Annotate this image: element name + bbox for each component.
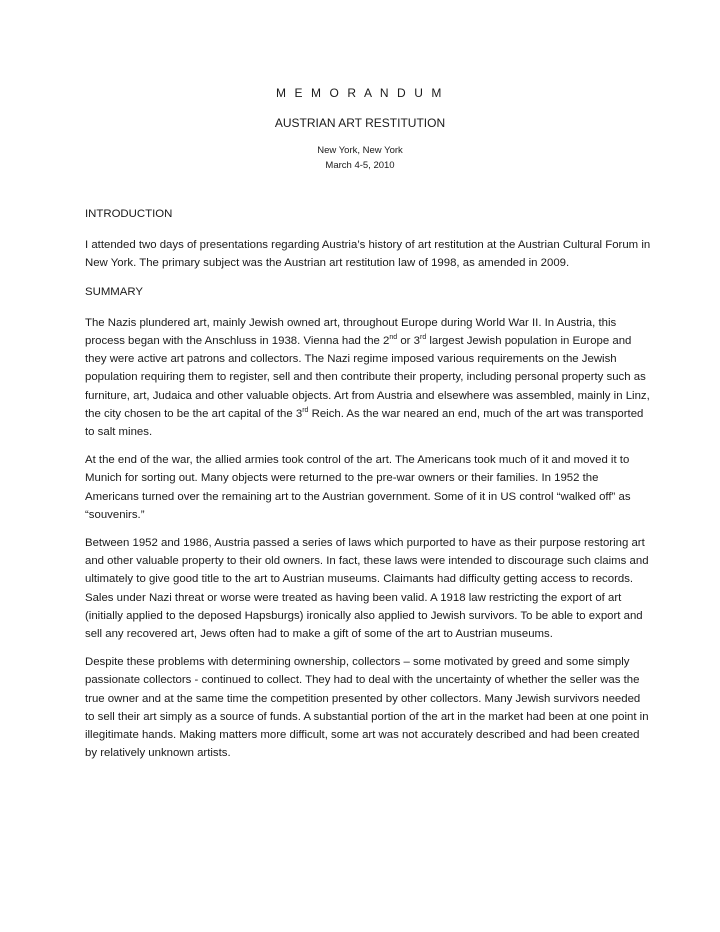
memo-date: March 4-5, 2010: [325, 160, 395, 171]
summary-paragraph-3: Between 1952 and 1986, Austria passed a series of laws which purported to have as their purpose restoring art and other valuable property to their old owners. In fact, these laws were intended to discourage such claims and ultimately to give good title to the art to Austrian museums. Claimants had difficulty getting access to records. Sales under Nazi threat or worse were treated as having been valid. A 1918 law restricting the export of art (initially applied to the deposed Hapsburgs) ironically also applied to Jewish survivors. To be able to export and sell any recovered art, Jews often had to make a gift of some of the art to Austrian museums.: [85, 537, 649, 641]
memo-subtitle: AUSTRIAN ART RESTITUTION: [274, 116, 446, 130]
summary-paragraph-1: [85, 314, 651, 441]
summary-p1-text-d: Reich. As the war neared an end, much of the art was transported to salt mines.: [85, 407, 644, 439]
introduction-paragraph: I attended two days of presentations regarding Austria’s history of art restitution at the Austrian Cultural Forum in New York. The primary subject was the Austrian art restitution law of 1998, as amended in 2009.: [85, 239, 651, 270]
memo-title: M E M O R A N D U M: [275, 86, 445, 100]
memo-place: New York, New York: [317, 145, 403, 156]
summary-p1-sup-rd-2: rd: [302, 407, 309, 415]
summary-paragraph-4: Despite these problems with determining ownership, collectors – some motivated by greed and some simply passionate collectors - continued to collect. They had to deal with the uncertainty of whether the seller was the true owner and at the same time the competition presented by other collectors. Many Jewish survivors needed to sell their art simply as a source of funds. A substantial portion of the art in the market had been at one point in illegitimate hands. Making matters more difficult, some art was not accurately described and had been created by relatively unknown artists.: [85, 656, 649, 760]
summary-p1-sup-nd: nd: [389, 334, 398, 342]
summary-p1-text-c: largest Jewish population in Europe and they were active art patrons and collectors. The Nazi regime imposed various requirements on the Jewish population requiring them to register, sell and then contribute their property, including personal property such as furniture, art, Judaica and other valuable objects. Art from Austria and elsewhere was assembled, mainly in Linz, the city chosen to be the art capital of the 3: [85, 335, 650, 420]
summary-p1-text-b: or 3: [397, 335, 420, 348]
introduction-heading: INTRODUCTION: [85, 208, 173, 220]
summary-p1-sup-rd: rd: [419, 334, 427, 342]
memo-body: [85, 205, 651, 772]
summary-p1-text-a: The Nazis plundered art, mainly Jewish owned art, throughout Europe during World War II. In Austria, this process began with the Anschluss in 1938. Vienna had the 2: [85, 316, 617, 348]
summary-heading: SUMMARY: [85, 285, 144, 298]
summary-paragraph-2: At the end of the war, the allied armies took control of the art. The Americans took much of it and moved it to Munich for sorting out. Many objects were returned to the pre-war owners or their families. In 1952 the Americans turned over the remaining art to the Austrian government. Some of it in US control “walked off” as “souvenirs.”: [85, 454, 631, 521]
